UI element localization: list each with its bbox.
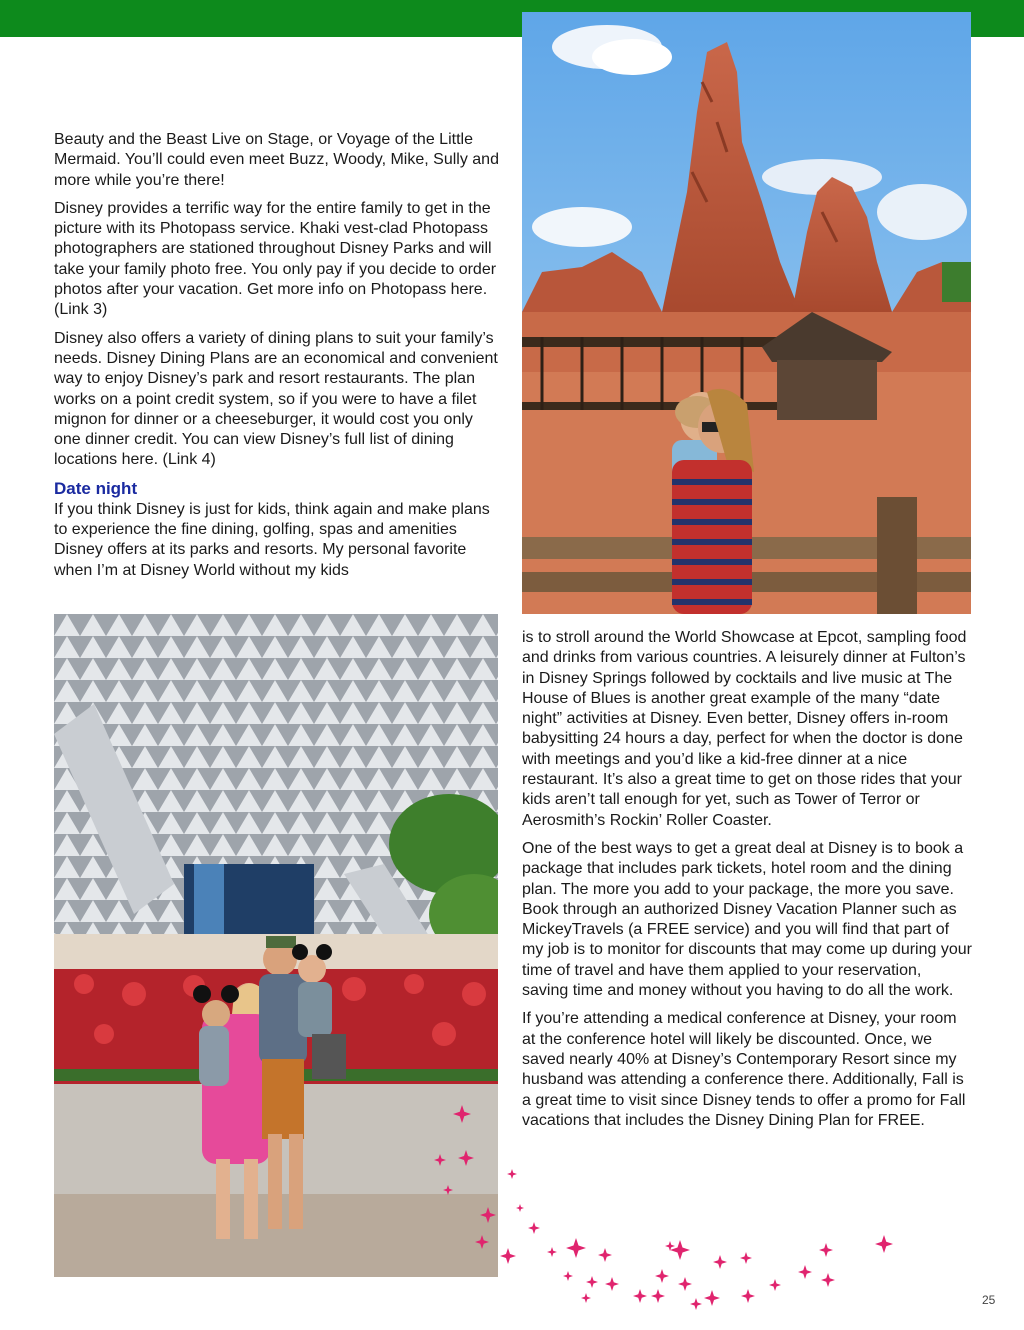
sparkle-star-icon bbox=[741, 1289, 755, 1303]
sparkle-star-icon bbox=[547, 1247, 557, 1257]
sparkle-star-icon bbox=[690, 1298, 702, 1310]
sparkle-star-icon bbox=[516, 1204, 524, 1212]
paragraph: Disney provides a terrific way for the entire family to get in the picture with its Photopass service. Khaki vest-clad Photopass photographers are stationed throughout Disney Parks and will take your family photo free. You only pay if you decide to order photos after your vacation. Get more info on Photopass here. (Link 3) bbox=[54, 199, 497, 319]
sparkle-star-icon bbox=[740, 1252, 752, 1264]
sparkle-star-icon bbox=[651, 1289, 665, 1303]
sparkle-star-icon bbox=[598, 1248, 612, 1262]
paragraph: If you’re attending a medical conference at Disney, your room at the conference hotel will likely be discounted. Once, we saved nearly 40% at Disney’s Contemporary Resort since my husband was attending a conference there. Additionally, Fall is a great time to visit since Disney tends to offer a promo for Fall vacations that includes the Disney Dining Plan for FREE. bbox=[522, 1010, 966, 1129]
paragraph: Beauty and the Beast Live on Stage, or Voyage of the Little Mermaid. You’ll could even meet Buzz, Woody, Mike, Sully and more while you’re there! bbox=[54, 131, 499, 189]
sparkle-star-icon bbox=[769, 1279, 781, 1291]
sparkle-star-icon bbox=[819, 1243, 833, 1257]
page-number: 25 bbox=[982, 1293, 996, 1307]
paragraph: Disney also offers a variety of dining plans to suit your family’s needs. Disney Dining Plans are an economical and convenient way to enjoy Disney’s park and resort restaurants. The plan works on a point credit system, so if you were to have a filet mignon for dinner or a cheeseburger, it would cost you only one dinner credit. You can view Disney’s full list of dining locations here. (Link 4) bbox=[54, 329, 498, 469]
sparkle-star-icon bbox=[586, 1276, 598, 1288]
sparkle-star-icon bbox=[507, 1169, 517, 1179]
sparkle-star-icon bbox=[655, 1269, 669, 1283]
sparkle-star-icon bbox=[566, 1238, 586, 1258]
sparkle-star-icon bbox=[528, 1222, 540, 1234]
sparkle-star-icon bbox=[670, 1240, 690, 1260]
section-heading-date-night: Date night bbox=[54, 478, 138, 498]
sparkle-star-icon bbox=[704, 1290, 720, 1306]
sparkle-star-icon bbox=[821, 1273, 835, 1287]
sparkle-star-icon bbox=[713, 1255, 727, 1269]
article-column-right bbox=[522, 628, 972, 1139]
paragraph: If you think Disney is just for kids, think again and make plans to experience the fine dining, golfing, spas and amenities Disney offers at its parks and resorts. My personal favorite when I’m at Disney World without my kids bbox=[54, 500, 490, 579]
photo-epcot-family bbox=[54, 614, 498, 1277]
sparkle-star-icon bbox=[798, 1265, 812, 1279]
sparkle-star-icon bbox=[563, 1271, 573, 1281]
article-column-left bbox=[54, 130, 500, 589]
paragraph: is to stroll around the World Showcase at Epcot, sampling food and drinks from various countries. A leisurely dinner at Fulton’s in Disney Springs followed by cocktails and live music at The House of Blues is another great example of the many “date night” activities at Disney. Even better, Disney offers in-room babysitting 24 hours a day, perfect for when the doctor is done with meetings and you’d like a kid-free dinner at a nice restaurant. It’s also a great time to get on those rides that your kids aren’t tall enough for yet, such as Tower of Terror or Aerosmith’s Rockin’ Roller Coaster. bbox=[522, 629, 967, 829]
sparkle-star-icon bbox=[605, 1277, 619, 1291]
photo-big-thunder-mountain bbox=[522, 12, 971, 614]
paragraph: One of the best ways to get a great deal at Disney is to book a package that includes park tickets, hotel room and the dining plan. The more you add to your package, the more you save. Book through an authorized Disney Vacation Planner such as MickeyTravels (a FREE service) and you will find that part of my job is to monitor for discounts that may come up during your time of travel and have them applied to your reservation, saving time and money without you having to do all the work. bbox=[522, 839, 972, 1000]
sparkle-star-icon bbox=[875, 1235, 893, 1253]
sparkle-star-icon bbox=[633, 1289, 647, 1303]
sparkle-star-icon bbox=[500, 1248, 516, 1264]
sparkle-star-icon bbox=[678, 1277, 692, 1291]
sparkle-star-icon bbox=[581, 1293, 591, 1303]
sparkle-star-icon bbox=[665, 1241, 675, 1251]
